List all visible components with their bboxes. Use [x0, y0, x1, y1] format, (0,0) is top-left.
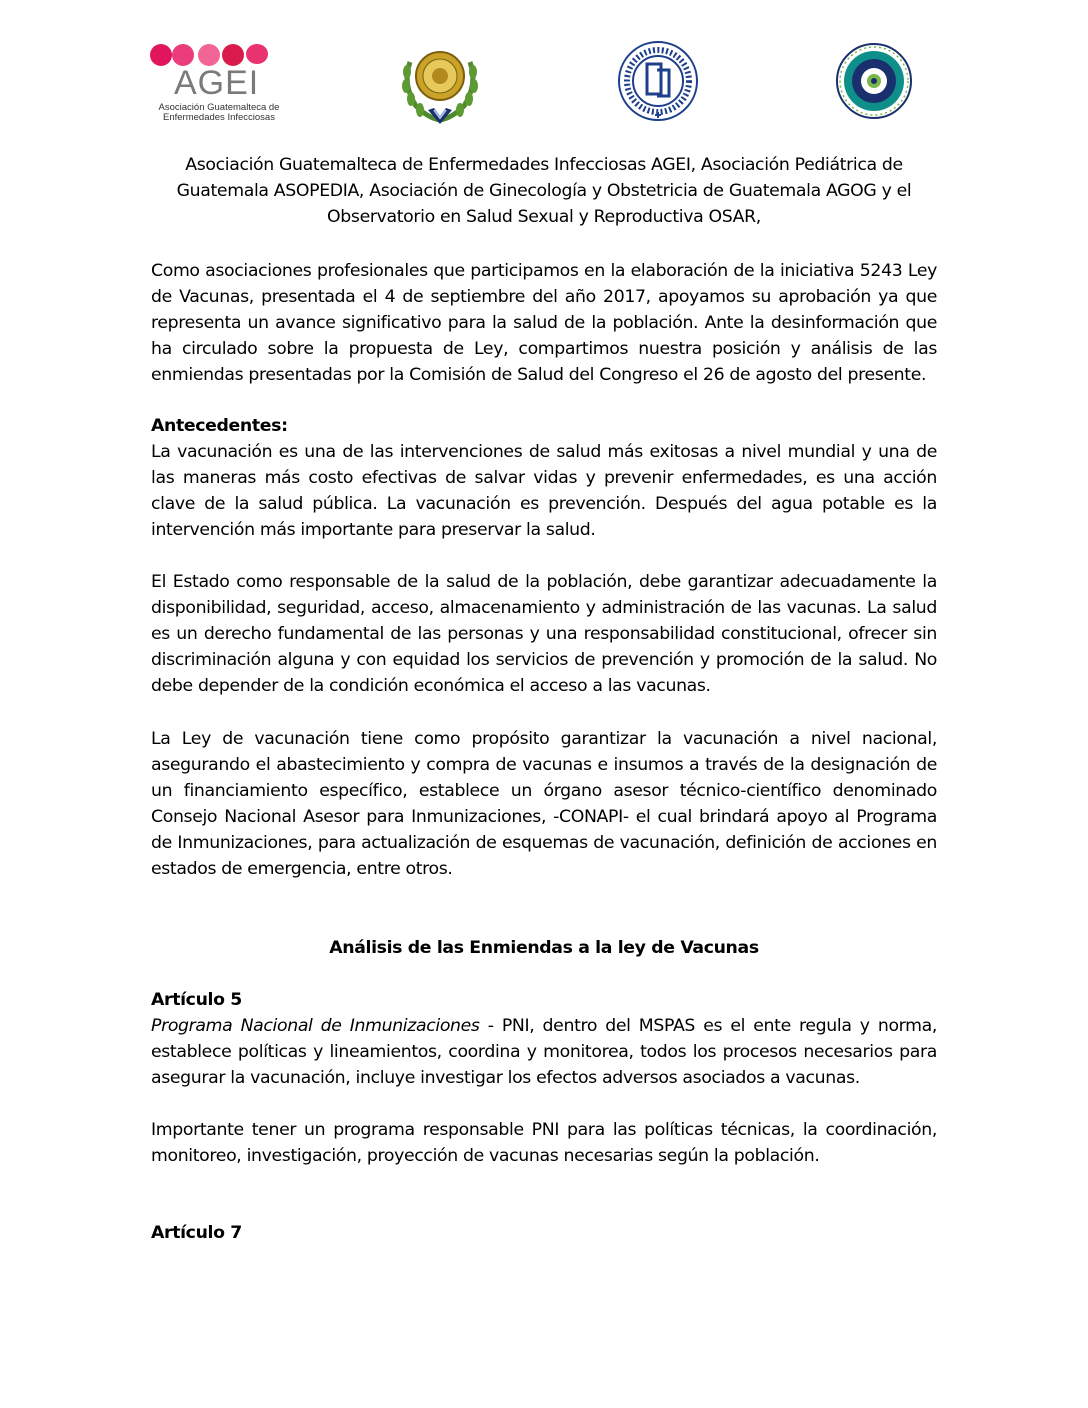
article-5-note: Importante tener un programa responsable PNI para las políticas técnicas, la coordinación, monitoreo, investigación, proyección de vacunas necesarias según la población.	[151, 1120, 937, 1166]
intro-heading: Asociación Guatemalteca de Enfermedades Infecciosas AGEI, Asociación Pediátrica de Guatemala ASOPEDIA, Asociación de Ginecología y Obstetricia de Guatemala AGOG y el Observatorio en Salud Sexual y Reproductiva OSAR,	[176, 155, 912, 227]
agei-subtitle-line1: Asociación Guatemalteca de	[158, 102, 280, 113]
agog-circular-seal-icon	[617, 40, 699, 122]
article-7-heading: Artículo 7	[151, 1223, 242, 1243]
logo-header	[0, 38, 1088, 128]
intro-paragraph: Como asociaciones profesionales que participamos en la elaboración de la iniciativa 5243 Ley de Vacunas, presentada el 4 de septiembre del año 2017, apoyamos su aprobación ya que representa un avance significativo para la salud de la población. Ante la desinformación que ha circulado sobre la propuesta de Ley, compartimos nuestra posición y análisis de las enmiendas presentadas por la Comisión de Salud del Congreso el 26 de agosto del presente.	[151, 261, 937, 385]
osar-circular-logo-icon	[835, 42, 913, 120]
antecedentes-paragraph-3: La Ley de vacunación tiene como propósito garantizar la vacunación a nivel nacional, asegurando el abastecimiento y compra de vacunas e insumos a través de la designación de un financiamiento específico, establece un órgano asesor técnico-científico denominado Consejo Nacional Asesor para Inmunizaciones, -CONAPI- el cual brindará apoyo al Programa de Inmunizaciones, para actualización de esquemas de vacunación, definición de acciones en estados de emergencia, entre otros.	[151, 729, 937, 879]
agei-logo-word: AGEI	[174, 64, 260, 102]
agei-logo-subtitle	[154, 103, 284, 123]
analysis-title: Análisis de las Enmiendas a la ley de Vacunas	[329, 938, 759, 958]
antecedentes-paragraph-2: El Estado como responsable de la salud de la población, debe garantizar adecuadamente la disponibilidad, seguridad, acceso, almacenamiento y administración de las vacunas. La salud es un derecho fundamental de las personas y una responsabilidad constitucional, ofrecer sin discriminación alguna y con equidad los servicios de prevención y promoción de la salud. No debe depender de la condición económica el acceso a las vacunas.	[151, 572, 937, 696]
antecedentes-paragraph-1: La vacunación es una de las intervenciones de salud más exitosas a nivel mundial y una de las maneras más costo efectivas de salvar vidas y prevenir enfermedades, es una acción clave de la salud pública. La vacunación es prevención. Después del agua potable es la intervención más importante para preservar la salud.	[151, 442, 937, 540]
laurel-seal-icon	[398, 44, 482, 126]
antecedentes-heading: Antecedentes:	[151, 416, 288, 436]
article-5-program-name: Programa Nacional de Inmunizaciones	[151, 1016, 480, 1036]
agei-logo	[150, 42, 280, 124]
agei-circles-icon	[150, 42, 275, 66]
article-5-paragraph	[151, 1013, 937, 1091]
agei-subtitle-line2: Enfermedades Infecciosas	[163, 112, 275, 123]
article-5-body: - PNI, dentro del MSPAS es el ente regula y norma, establece políticas y lineamientos, coordina y monitorea, todos los procesos necesarios para asegurar la vacunación, incluye investigar los efectos adversos asociados a vacunas.	[151, 1016, 937, 1088]
article-5-heading: Artículo 5	[151, 990, 242, 1010]
